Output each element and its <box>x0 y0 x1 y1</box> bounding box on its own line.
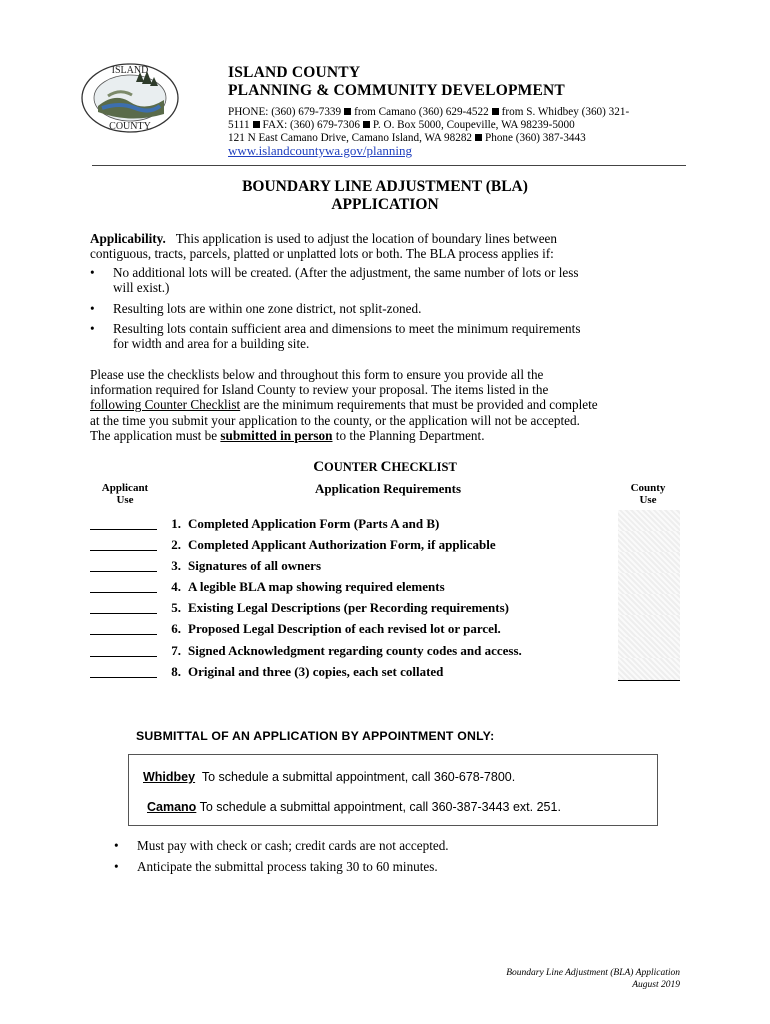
bullet-1-line1: No additional lots will be created. (After the adjustment, the same number of lots or less <box>113 265 579 280</box>
submittal-appointment-title: SUBMITTAL OF AN APPLICATION BY APPOINTMENT ONLY: <box>136 729 495 743</box>
camano-label: Camano <box>147 800 197 814</box>
instructions-line3: are the minimum requirements that must be provided and complete <box>240 397 598 413</box>
square-bullet-icon <box>363 121 370 128</box>
counter-checklist-reference: following Counter Checklist <box>90 397 241 413</box>
item-label: Completed Application Form (Parts A and B) <box>188 516 440 531</box>
bullet-icon: • <box>90 321 95 336</box>
county-use-header <box>616 482 680 506</box>
applicant-checkbox-line[interactable] <box>90 656 157 657</box>
bullet-icon: • <box>90 301 95 316</box>
bullet-icon: • <box>90 265 95 280</box>
item-number: 5. <box>171 600 181 615</box>
item-label: Existing Legal Descriptions (per Recording requirements) <box>188 600 510 615</box>
logo-text-top: ISLAND <box>111 65 149 76</box>
whidbey-label: Whidbey <box>143 770 196 784</box>
bullet-icon: • <box>114 838 119 853</box>
applicant-checkbox-line[interactable] <box>90 677 157 678</box>
applicant-checkbox-line[interactable] <box>90 613 157 614</box>
county-use-field <box>618 531 680 554</box>
applicability-bullet-3 <box>90 321 690 353</box>
bullet-2-line1: Resulting lots are within one zone district, not split-zoned. <box>113 301 422 316</box>
logo-text-bottom: COUNTY <box>109 121 151 132</box>
checklist-item-1 <box>90 516 690 537</box>
item-label: Completed Applicant Authorization Form, if applicable <box>188 537 496 552</box>
phone-whidbey: from S. Whidbey (360) 321- <box>501 106 630 118</box>
applicant-checkbox-line[interactable] <box>90 634 157 635</box>
checklist-item-8 <box>90 664 690 685</box>
applicant-checkbox-line[interactable] <box>90 529 157 530</box>
cc-rest-1: OUNTER <box>324 460 381 474</box>
county-header-1: County <box>630 482 666 494</box>
county-use-field <box>618 510 680 533</box>
contact-line-2 <box>228 119 575 133</box>
whidbey-appointment <box>143 770 515 784</box>
application-requirements-header: Application Requirements <box>314 481 461 496</box>
item-number: 3. <box>171 558 181 573</box>
bullet-3-line2: for width and area for a building site. <box>113 336 310 352</box>
square-bullet-icon <box>492 108 499 115</box>
footer-document-name: Boundary Line Adjustment (BLA) Application <box>506 968 680 978</box>
item-label: Signatures of all owners <box>188 558 322 573</box>
applicant-header-2: Use <box>116 494 134 506</box>
island-county-logo <box>80 62 180 134</box>
cc-initial-2: C <box>380 459 392 475</box>
bullet-1-line2: will exist.) <box>113 280 170 296</box>
checklist-item-5 <box>90 600 690 621</box>
applicant-checkbox-line[interactable] <box>90 571 157 572</box>
phone-main: PHONE: (360) 679-7339 <box>228 106 342 118</box>
square-bullet-icon <box>475 134 482 141</box>
cc-initial-1: C <box>313 459 325 475</box>
header-divider <box>92 165 686 166</box>
applicability-paragraph <box>90 231 690 261</box>
camano-text: To schedule a submittal appointment, call 360-387-3443 ext. 251. <box>196 800 561 814</box>
org-name: ISLAND COUNTY <box>228 64 361 81</box>
applicability-text-2: contiguous, tracts, parcels, platted or unplatted lots or both. The BLA process applies if: <box>90 246 554 262</box>
item-number: 1. <box>171 516 181 531</box>
county-use-field <box>618 637 680 660</box>
document-title-line1: BOUNDARY LINE ADJUSTMENT (BLA) <box>242 178 528 195</box>
county-use-field <box>618 615 680 638</box>
instructions-line1: Please use the checklists below and throughout this form to ensure you provide all the <box>90 367 544 382</box>
checklist-item-4 <box>90 579 690 600</box>
bullet-3-line1: Resulting lots contain sufficient area and dimensions to meet the minimum requirements <box>113 321 581 336</box>
cc-rest-2: HECKLIST <box>391 460 457 474</box>
instructions-line5-post: to the Planning Department. <box>332 427 485 443</box>
whidbey-text: To schedule a submittal appointment, call 360-678-7800. <box>195 770 516 784</box>
document-title-line2: APPLICATION <box>331 196 439 213</box>
item-number: 4. <box>171 579 181 594</box>
checklist-item-6 <box>90 621 690 642</box>
item-label: Signed Acknowledgment regarding county codes and access. <box>188 643 522 658</box>
applicant-checkbox-line[interactable] <box>90 592 157 593</box>
item-number: 8. <box>171 664 181 679</box>
instructions-line2: information required for Island County to review your proposal. The items listed in the <box>90 382 549 398</box>
page-footer <box>506 967 680 991</box>
applicant-header-1: Applicant <box>101 482 149 494</box>
square-bullet-icon <box>344 108 351 115</box>
payment-note-text: Must pay with check or cash; credit cards are not accepted. <box>137 838 449 853</box>
county-header-2: Use <box>639 494 657 506</box>
county-use-field <box>618 552 680 575</box>
phone-whidbey-cont: 5111 <box>228 119 250 131</box>
county-use-field <box>618 658 680 681</box>
counter-checklist-title <box>0 459 770 476</box>
duration-note-text: Anticipate the submittal process taking 30 to 60 minutes. <box>137 859 438 874</box>
website-link[interactable]: www.islandcountywa.gov/planning <box>228 143 413 158</box>
fax-number: FAX: (360) 679-7306 <box>262 119 360 131</box>
applicability-bullet-1 <box>90 265 690 297</box>
phone-camano: from Camano (360) 629-4522 <box>354 106 489 118</box>
applicability-bullet-2 <box>90 301 690 317</box>
camano-address: 121 N East Camano Drive, Camano Island, WA 98282 <box>228 132 473 144</box>
item-label: Proposed Legal Description of each revised lot or parcel. <box>188 621 501 636</box>
square-bullet-icon <box>253 121 260 128</box>
submitted-in-person: submitted in person <box>220 427 333 443</box>
contact-line-1 <box>228 106 629 120</box>
instructions-line4: at the time you submit your application to the county, or the application will not be accepted. <box>90 412 580 428</box>
applicability-label: Applicability. <box>90 231 166 246</box>
instructions-paragraph <box>90 367 690 443</box>
item-number: 7. <box>171 643 181 658</box>
instructions-line5-pre: The application must be <box>90 427 221 443</box>
item-number: 6. <box>171 621 181 636</box>
appointment-info-box <box>128 754 658 826</box>
county-use-field <box>618 594 680 617</box>
county-use-field <box>618 573 680 596</box>
po-box-address: P. O. Box 5000, Coupeville, WA 98239-5000 <box>372 119 575 131</box>
item-label: A legible BLA map showing required elements <box>188 579 445 594</box>
applicant-checkbox-line[interactable] <box>90 550 157 551</box>
checklist-item-7 <box>90 643 690 664</box>
bullet-icon: • <box>114 859 119 874</box>
checklist-item-3 <box>90 558 690 579</box>
item-label: Original and three (3) copies, each set collated <box>188 664 444 679</box>
camano-phone: Phone (360) 387-3443 <box>485 132 586 144</box>
camano-appointment <box>147 800 561 814</box>
footer-date: August 2019 <box>632 980 680 990</box>
applicability-text-1: This application is used to adjust the location of boundary lines between <box>175 231 558 246</box>
org-department: PLANNING & COMMUNITY DEVELOPMENT <box>228 82 565 99</box>
item-number: 2. <box>171 537 181 552</box>
checklist-item-2 <box>90 537 690 558</box>
